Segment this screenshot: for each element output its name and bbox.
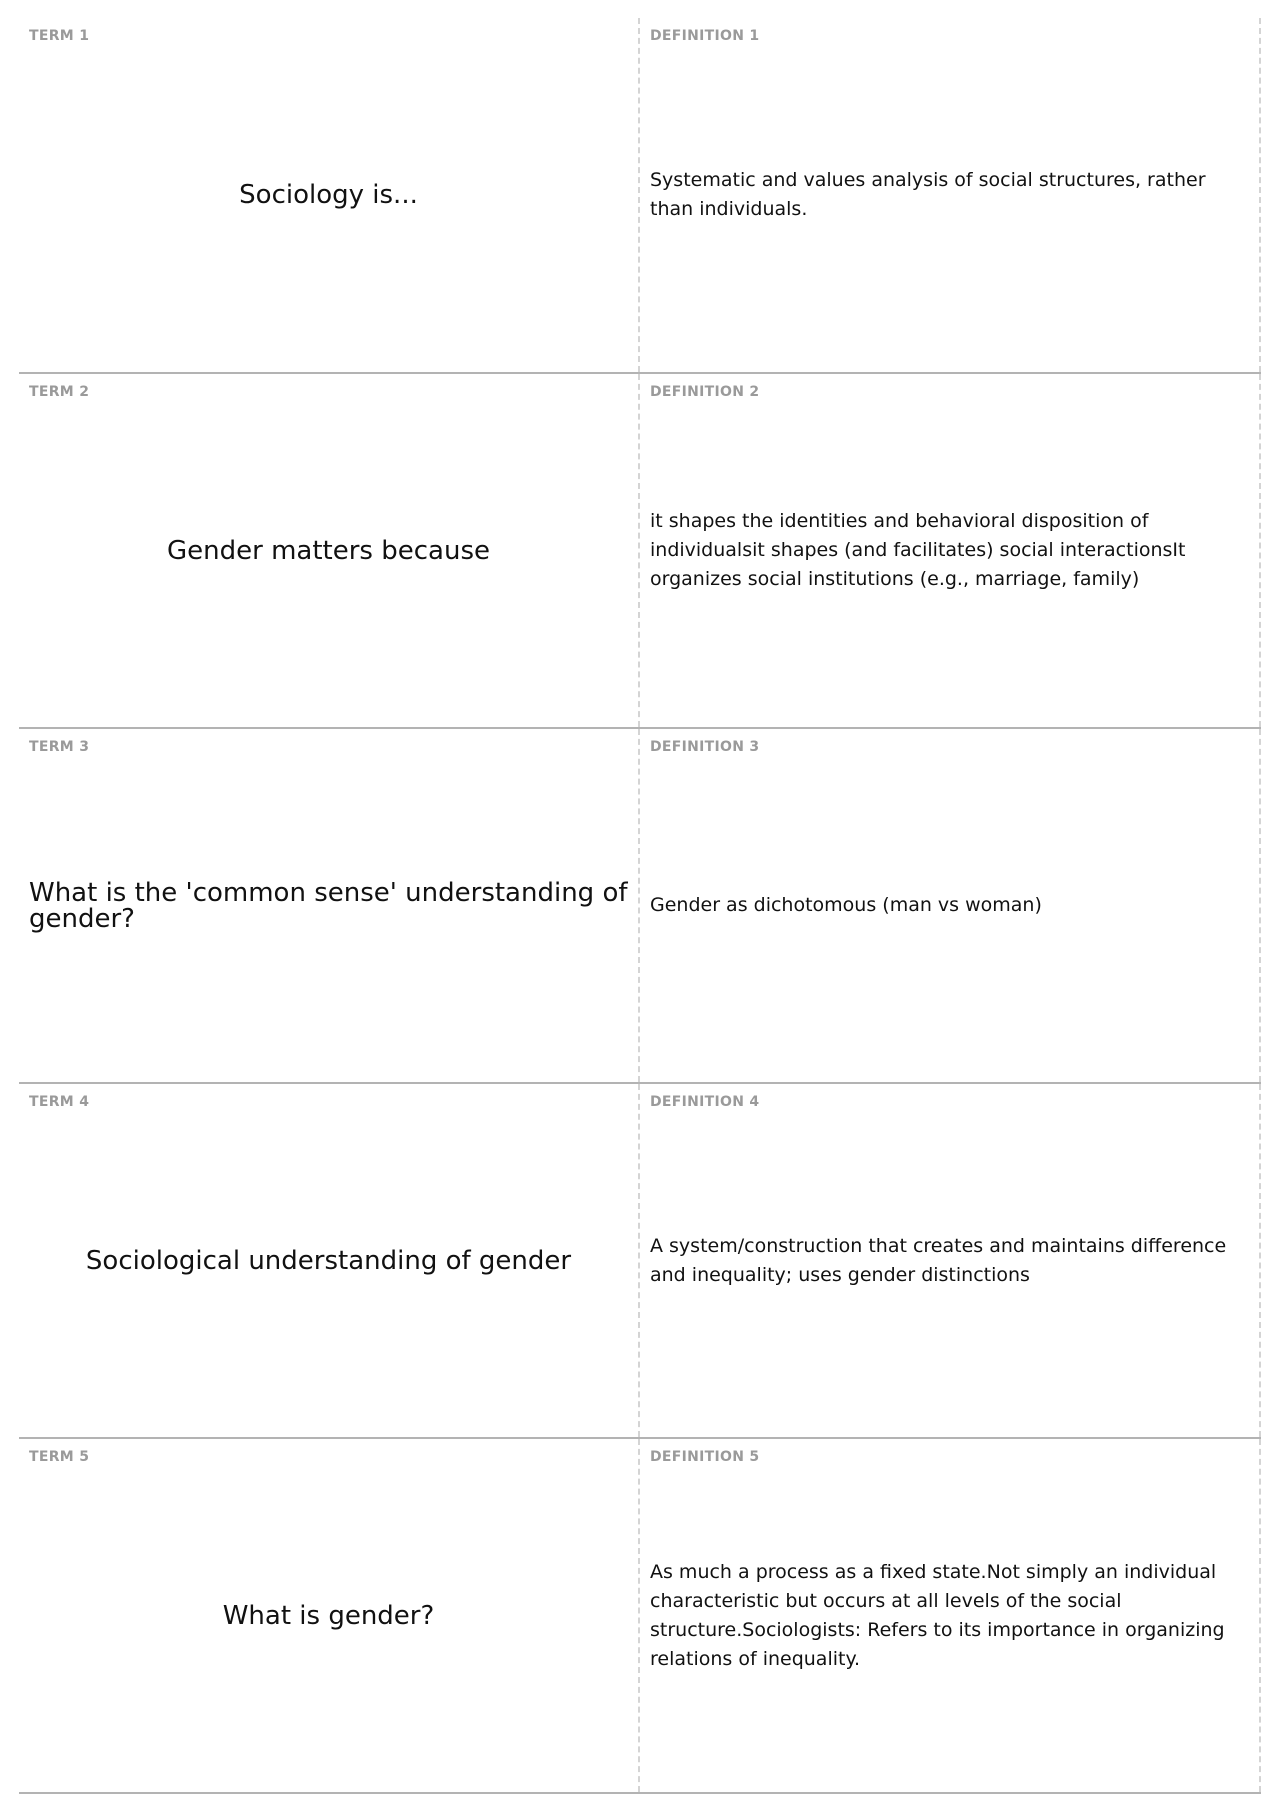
definition-label: DEFINITION 4	[650, 1094, 760, 1110]
term-cell-3	[19, 729, 640, 1082]
definition-text: As much a process as a fixed state.Not simply an individual characteristic but occurs at all levels of the social structure.Sociologists: Refers to its importance in organizing relations of inequality.	[650, 1560, 1225, 1670]
term-label: TERM 3	[29, 739, 90, 755]
term-text: What is gender?	[222, 1600, 435, 1631]
term-label: TERM 2	[29, 384, 90, 400]
flashcard-sheet	[19, 18, 1261, 1794]
definition-label: DEFINITION 1	[650, 28, 760, 44]
definition-cell-2	[640, 374, 1261, 727]
definition-label: DEFINITION 3	[650, 739, 760, 755]
card-row-2	[19, 374, 1261, 729]
term-text: What is the 'common sense' understanding of gender?	[29, 877, 628, 934]
definition-text: Gender as dichotomous (man vs woman)	[650, 894, 1042, 916]
term-text: Gender matters because	[167, 535, 490, 566]
term-cell-2	[19, 374, 640, 727]
term-text: Sociological understanding of gender	[85, 1245, 572, 1276]
definition-cell-4	[640, 1084, 1261, 1437]
term-label: TERM 4	[29, 1094, 90, 1110]
definition-label: DEFINITION 5	[650, 1449, 760, 1465]
definition-cell-5	[640, 1439, 1261, 1792]
term-cell-5	[19, 1439, 640, 1792]
term-label: TERM 5	[29, 1449, 90, 1465]
definition-cell-1	[640, 18, 1261, 372]
card-row-5	[19, 1439, 1261, 1794]
card-row-1	[19, 18, 1261, 374]
term-cell-1	[19, 18, 640, 372]
definition-cell-3	[640, 729, 1261, 1082]
definition-text: A system/construction that creates and maintains difference and inequality; uses gender distinctions	[650, 1234, 1227, 1286]
definition-text: it shapes the identities and behavioral disposition of individualsit shapes (and facilitates) social interactionsIt organizes social institutions (e.g., marriage, family)	[650, 510, 1186, 590]
term-label: TERM 1	[29, 28, 90, 44]
definition-text: Systematic and values analysis of social structures, rather than individuals.	[650, 169, 1206, 220]
definition-label: DEFINITION 2	[650, 384, 760, 400]
term-text: Sociology is...	[239, 180, 418, 210]
card-row-4	[19, 1084, 1261, 1439]
term-cell-4	[19, 1084, 640, 1437]
card-row-3	[19, 729, 1261, 1084]
